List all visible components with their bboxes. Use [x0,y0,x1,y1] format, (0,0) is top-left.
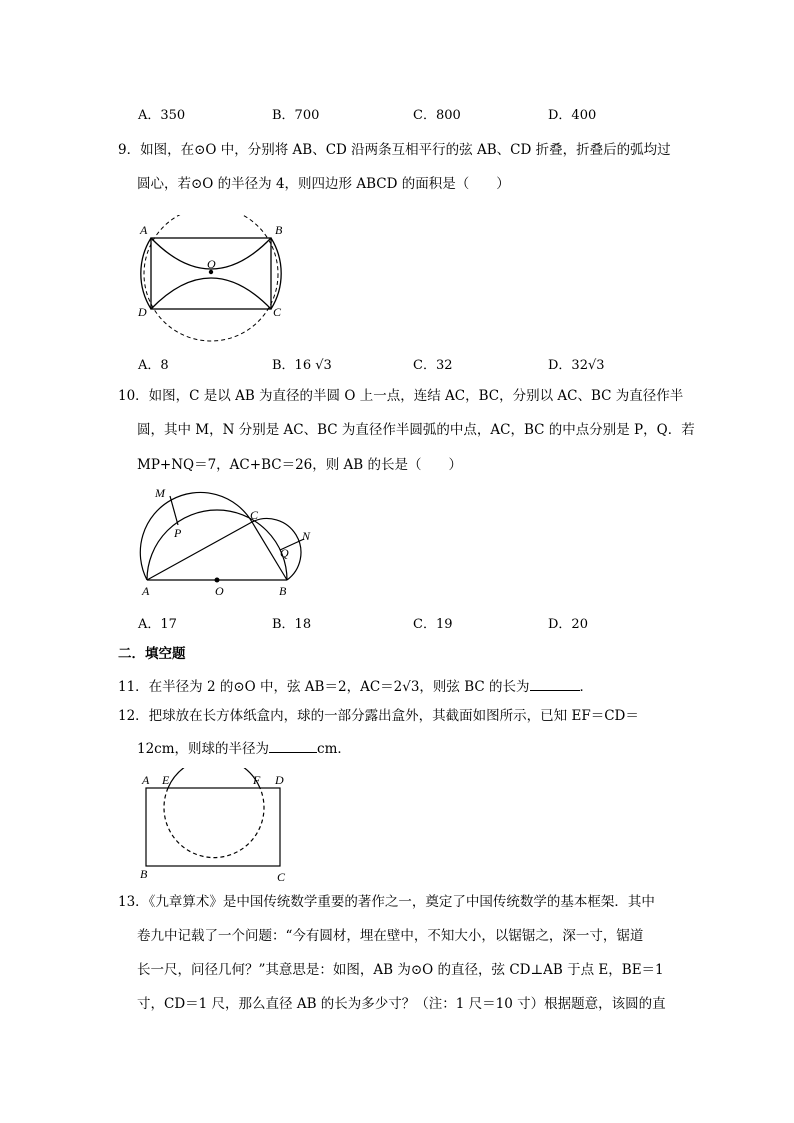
q9-folded-arc-bottom [151,278,271,309]
q10-option-d: D．20 [548,617,588,632]
q9-label-d: D [138,305,147,319]
q9-label-a: A [140,223,148,237]
q12-label-c: C [277,870,286,883]
q10-segment-mp [170,496,178,525]
q11-text-before: 11．在半径为 2 的⊙O 中，弦 AB＝2，AC＝2√3，则弦 BC 的长为 [118,679,530,695]
q10-semicircle-on-bc [252,519,301,580]
q10-option-a: A．17 [138,617,177,632]
q8-option-b: B．700 [272,108,320,123]
q10-option-b: B．18 [272,617,312,632]
q9-option-b: B．16 √3 [272,358,332,373]
q10-option-c: C．19 [413,617,453,632]
q10-label-p: P [174,526,182,540]
q8-option-c: C．800 [413,108,461,123]
q9-text-line1: 9．如图，在⊙O 中，分别将 AB、CD 沿两条互相平行的弦 AB、CD 折叠，折叠后的弧均过 [118,142,671,158]
q9-label-b: B [275,223,283,237]
q10-center-point [215,578,220,583]
q10-label-n: N [302,529,311,543]
q12-figure [132,768,292,883]
q11-text-after: ． [579,679,594,695]
q10-label-m: M [155,486,165,500]
q9-arc-left [141,238,151,309]
q9-option-d: D．32√3 [548,358,605,373]
q8-option-d: D．400 [548,108,597,123]
q12-label-b: B [140,867,148,881]
q13-text-line4: 寸，CD＝1 尺，那么直径 AB 的长为多少寸？（注：1 尺＝10 寸）根据题意，该圆的直 [137,996,666,1012]
q9-option-a: A．8 [138,358,169,373]
q9-label-o: O [207,257,216,271]
q10-label-o: O [215,584,224,598]
q9-label-c: C [273,305,282,319]
q10-text-line2: 圆，其中 M，N 分别是 AC、BC 为直径作半圆弧的中点，AC，BC 的中点分别是 P，Q．若 [137,422,695,438]
q10-label-q: Q [280,546,289,560]
q12-label-e: E [162,773,170,787]
q10-label-b: B [279,584,287,598]
q12-ball-arc-dashed [164,788,264,858]
q13-text-line2: 卷九中记载了一个问题：“今有圆材，埋在壁中，不知大小，以锯锯之，深一寸，锯道 [137,928,644,944]
q9-figure [130,215,300,350]
q9-text-line2: 圆心，若⊙O 的半径为 4，则四边形 ABCD 的面积是（ ） [137,176,510,192]
q10-text-line1: 10．如图，C 是以 AB 为直径的半圆 O 上一点，连结 AC，BC，分别以 AC、BC 为直径作半 [118,388,684,404]
q13-text-line1: 13．《九章算术》是中国传统数学重要的著作之一，奠定了中国传统数学的基本框架．其中 [118,894,655,910]
q12-text-line1: 12．把球放在长方体纸盒内，球的一部分露出盒外，其截面如图所示，已知 EF＝CD＝ [118,708,639,724]
q10-label-c: C [250,508,259,522]
section-heading-fill-in: 二．填空题 [118,646,186,662]
q12-ball-arc-solid [168,768,260,788]
q11-text [118,676,593,697]
q9-option-c: C．32 [413,358,453,373]
q10-label-a: A [142,584,150,598]
q12-label-a: A [142,773,150,787]
q12-label-f: F [253,773,261,787]
q12-text-before: 12cm，则球的半径为 [137,741,270,757]
q12-answer-blank[interactable] [269,738,317,753]
q10-chord-ac [147,522,252,580]
q12-text-after: cm． [317,741,351,757]
q10-semicircle-on-ac [140,492,252,580]
q12-label-d: D [275,773,284,787]
q12-text-line2 [137,738,351,759]
q10-figure [130,482,330,602]
q11-answer-blank[interactable] [530,676,580,691]
q13-text-line3: 长一尺，问径几何？”其意思是：如图，AB 为⊙O 的直径，弦 CD⊥AB 于点 E，BE＝1 [137,962,664,978]
q8-option-a: A．350 [138,108,186,123]
q10-text-line3: MP+NQ＝7，AC+BC＝26，则 AB 的长是（ ） [137,457,463,473]
